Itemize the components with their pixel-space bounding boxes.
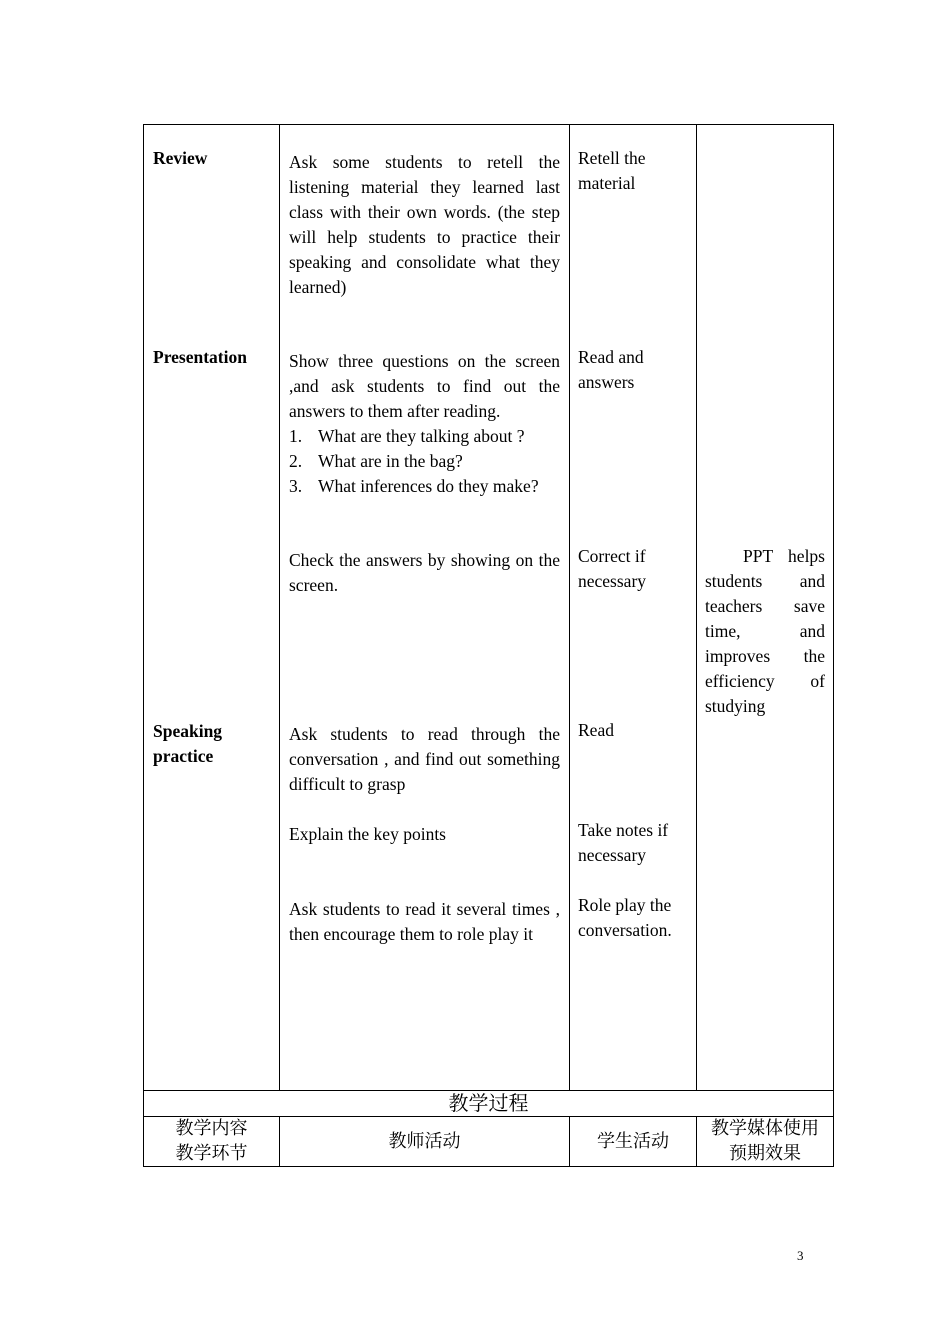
student-notes-text: Take notes if necessary — [578, 820, 669, 865]
header-content-stage — [144, 1117, 279, 1166]
header-media-effect — [697, 1117, 833, 1166]
header-teacher-activity: 教师活动 — [388, 1131, 461, 1152]
student-read-answers-text: Read and answers — [578, 347, 644, 392]
page-number: 3 — [797, 1248, 804, 1263]
student-read-text: Read — [578, 720, 614, 740]
header-media-line: 教学媒体使用 — [711, 1118, 819, 1139]
stage-speaking-line1: Speaking — [153, 721, 223, 741]
stage-speaking-practice — [153, 719, 222, 769]
stage-speaking-line2: practice — [153, 746, 214, 766]
header-content-line: 教学内容 — [175, 1118, 248, 1139]
student-role-play-text: Role play the conversation. — [578, 895, 672, 940]
header-effect-line: 预期效果 — [729, 1142, 801, 1164]
question-item: 1. What are they talking about ? — [289, 426, 525, 446]
student-correct-text: Correct if necessary — [578, 546, 647, 591]
question-item: 3. What inferences do they make? — [289, 476, 539, 496]
teacher-role-play-text: Ask students to read it several times , then encourage them to role play it — [289, 899, 560, 944]
section-title: 教学过程 — [448, 1091, 529, 1115]
header-student-activity: 学生活动 — [597, 1131, 669, 1152]
stage-review: Review — [153, 148, 208, 168]
teacher-explain-text: Explain the key points — [289, 824, 446, 844]
teacher-check-text: Check the answers by showing on the screen. — [289, 550, 560, 595]
question-list — [289, 424, 561, 499]
teacher-read-through-text: Ask students to read through the conversation , and find out something difficult to grasp — [289, 724, 560, 794]
teacher-presentation-intro: Show three questions on the screen ,and ask students to find out the answers to them after reading. — [289, 351, 560, 421]
header-stage-line: 教学环节 — [175, 1142, 248, 1164]
media-effect-text: PPT helps students and teachers save time, and improves the efficiency of studying — [705, 546, 825, 716]
stage-presentation: Presentation — [153, 347, 247, 367]
question-item: 2. What are in the bag? — [289, 451, 463, 471]
teacher-review-text: Ask some students to retell the listening material they learned last class with their own words. (the step will help students to practice their speaking and consolidate what they learned) — [289, 152, 560, 297]
student-retell-text: Retell the material — [578, 148, 646, 193]
